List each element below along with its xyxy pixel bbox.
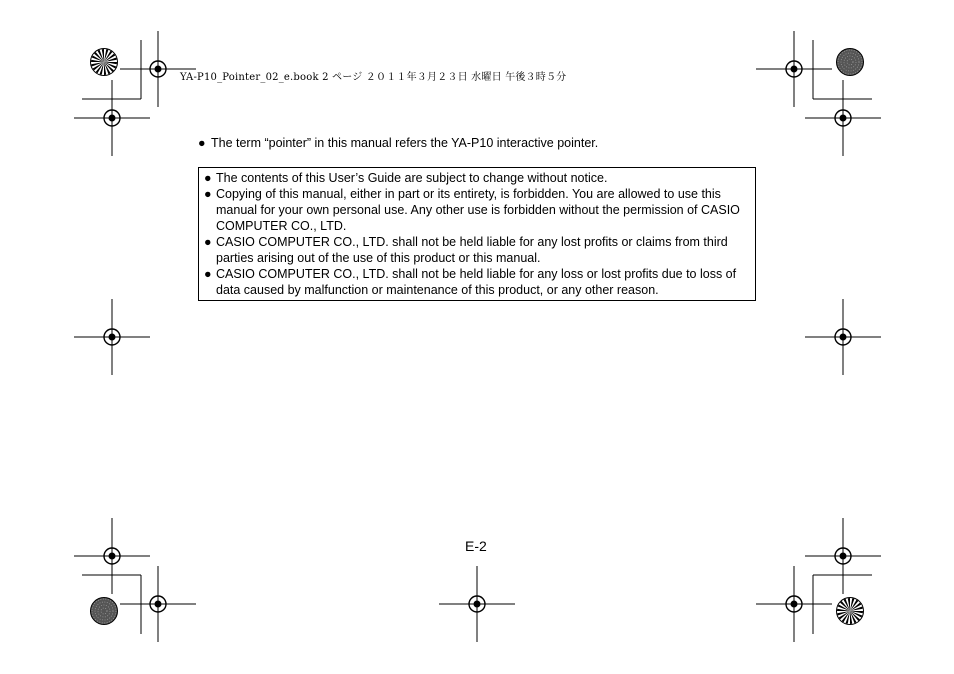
registration-crosshair-icon [74,518,150,594]
notice-box [198,167,756,301]
intro-paragraph [198,135,598,151]
bullet-icon: ● [204,235,212,249]
notice-item-text: CASIO COMPUTER CO., LTD. shall not be held liable for any loss or lost profits due to loss of data caused by malfunction or maintenance of this product, or any other reason. [216,267,737,297]
bullet-icon: ● [198,136,206,150]
registration-crosshair-icon [120,566,196,642]
book-header-line: YA-P10_Pointer_02_e.book 2 ページ ２０１１年３月２３日 水曜日 午後３時５分 [180,72,567,83]
registration-crosshair-icon [756,566,832,642]
dotted-target-icon [837,49,864,76]
intro-text: The term “pointer” in this manual refers the YA-P10 interactive pointer. [211,136,599,150]
registration-crosshair-icon [756,31,832,107]
dotted-target-icon [91,598,118,625]
registration-crosshair-icon [439,566,515,642]
notice-item [204,186,749,234]
notice-item [204,170,749,186]
registration-crosshair-icon [74,80,150,156]
notice-item-text: CASIO COMPUTER CO., LTD. shall not be held liable for any lost profits or claims from third parties arising out of the use of this product or this manual. [216,235,728,265]
notice-item [204,266,749,298]
starburst-target-icon [837,598,864,625]
registration-crosshair-icon [805,80,881,156]
bullet-icon: ● [204,171,212,185]
bullet-icon: ● [204,187,212,201]
starburst-target-icon [91,49,118,76]
notice-list [204,170,749,298]
notice-item [204,234,749,266]
registration-crosshair-icon [74,299,150,375]
notice-item-text: Copying of this manual, either in part or its entirety, is forbidden. You are allowed to use this manual for your own personal use. Any other use is forbidden without the permission of CASIO COMPUTER CO., LTD. [216,187,740,233]
bullet-icon: ● [204,267,212,281]
registration-crosshair-icon [805,518,881,594]
page-number: E-2 [465,538,487,554]
registration-crosshair-icon [805,299,881,375]
notice-item-text: The contents of this User’s Guide are subject to change without notice. [216,171,608,185]
